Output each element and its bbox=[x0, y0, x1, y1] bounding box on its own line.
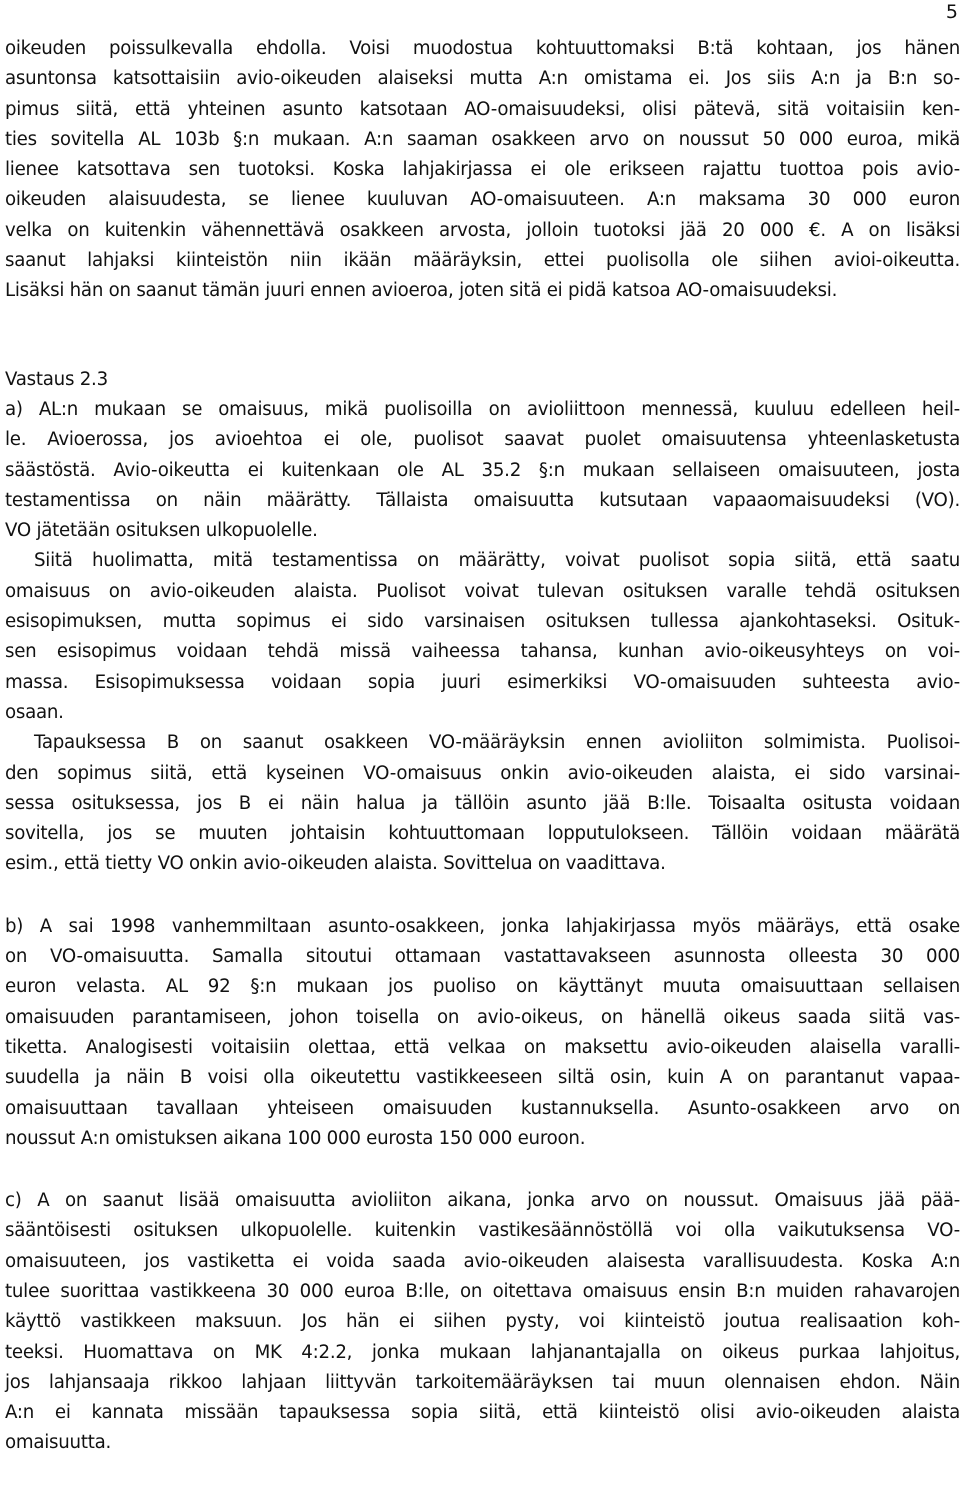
spacer bbox=[5, 880, 960, 912]
text-line: A:n ei kannata missään tapauksessa sopia siitä, että kiinteistö olisi avio-oikeuden alaista bbox=[5, 1402, 960, 1424]
text-line: omaisuuteen, jos vastiketta ei voida saada avio-oikeuden alaisesta varallisuudesta. Koska A:n bbox=[5, 1250, 960, 1272]
text-line: saanut lahjaksi kiinteistön niin ikään määräyksin, ettei puolisolla ole siihen avioi-oikeutta. bbox=[5, 250, 960, 272]
paragraph-b bbox=[5, 912, 960, 1154]
spacer bbox=[5, 307, 960, 365]
text-line: massa. Esisopimuksessa voidaan sopia juuri esimerkiksi VO-omaisuuden suhteesta avio- bbox=[5, 671, 960, 693]
paragraph-a-case bbox=[5, 728, 960, 879]
text-line: noussut A:n omistuksen aikana 100 000 eurosta 150 000 euroon. bbox=[5, 1127, 586, 1149]
text-line: euron velasta. AL 92 §:n mukaan jos puoliso on käyttänyt muuta omaisuuttaan sellaisen bbox=[5, 976, 960, 998]
text-line: ties sovitella AL 103b §:n mukaan. A:n saaman osakkeen arvo on noussut 50 000 euroa, mikä bbox=[5, 128, 960, 150]
text-line: tulee suorittaa vastikkeena 30 000 euroa B:lle, on oitettava omaisuus ensin B:n muiden rahavarojen bbox=[5, 1280, 960, 1302]
text-line: a) AL:n mukaan se omaisuus, mikä puolisoilla on avioliittoon mennessä, kuuluu edelleen heil- bbox=[5, 398, 960, 420]
paragraph-continuation bbox=[5, 34, 960, 307]
paragraph-a bbox=[5, 395, 960, 546]
text-line: esim., että tietty VO onkin avio-oikeuden alaista. Sovittelua on vaadittava. bbox=[5, 853, 666, 875]
text-line: suudella ja näin B voisi olla oikeutettu vastikkeeseen siltä osin, kuin A on parantanut vapaa- bbox=[5, 1067, 960, 1089]
text-line: sovitella, jos se muuten johtaisin kohtuuttomaan lopputulokseen. Tällöin voidaan määrätä bbox=[5, 823, 960, 845]
text-line: asuntonsa katsottaisiin avio-oikeuden alaiseksi mutta A:n omistama ei. Jos siis A:n ja B:n so- bbox=[5, 68, 960, 90]
paragraph-a-cont bbox=[5, 546, 960, 728]
text-line: den sopimus siitä, että kyseinen VO-omaisuus onkin avio-oikeuden alaista, ei sido varsinai- bbox=[5, 762, 960, 784]
text-line: jos lahjansaaja rikkoo lahjaan liittyvän tarkoitemääräyksen tai muun olennaisen ehdon. Näin bbox=[5, 1371, 960, 1393]
document-body bbox=[5, 34, 960, 1459]
text-line: omaisuuden parantamiseen, johon toisella on avio-oikeus, on hänellä oikeus saada siitä vas- bbox=[5, 1006, 960, 1028]
text-line: käyttö vastikkeen maksuun. Jos hän ei siihen pysty, voi kiinteistö joutua realisaation koh- bbox=[5, 1311, 960, 1333]
text-line: säästöstä. Avio-oikeutta ei kuitenkaan ole AL 35.2 §:n mukaan sellaiseen omaisuuteen, josta bbox=[5, 459, 960, 481]
text-line: VO jätetään osituksen ulkopuolelle. bbox=[5, 520, 318, 542]
text-line: esisopimuksen, mutta sopimus ei sido varsinaisen osituksen tullessa ajankohtaseksi. Osituk- bbox=[5, 611, 960, 633]
spacer bbox=[5, 1154, 960, 1186]
section-heading: Vastaus 2.3 bbox=[5, 368, 108, 390]
page-number: 5 bbox=[945, 1, 958, 23]
text-line: tiketta. Analogisesti voitaisiin olettaa, että velkaa on maksettu avio-oikeuden alaisella varalli- bbox=[5, 1036, 960, 1058]
text-line: testamentissa on näin määrätty. Tällaista omaisuutta kutsutaan vapaaomaisuudeksi (VO). bbox=[5, 489, 960, 511]
text-line: le. Avioerossa, jos avioehtoa ei ole, puolisot saavat puolet omaisuutensa yhteenlasketusta bbox=[5, 429, 960, 451]
text-line: omaisuuttaan tavallaan yhteiseen omaisuuden kustannuksella. Asunto-osakkeen arvo on bbox=[5, 1097, 960, 1119]
text-line: lienee katsottava sen tuotoksi. Koska lahjakirjassa ei ole erikseen rajattu tuottoa pois avio- bbox=[5, 159, 960, 181]
paragraph-c bbox=[5, 1186, 960, 1459]
text-line: Lisäksi hän on saanut tämän juuri ennen avioeroa, joten sitä ei pidä katsoa AO-omaisuudeksi. bbox=[5, 280, 838, 302]
text-line: velka on kuitenkin vähennettävä osakkeen arvosta, jolloin tuotoksi jää 20 000 €. A on lisäksi bbox=[5, 219, 960, 241]
text-line: Tapauksessa B on saanut osakkeen VO-määräyksin ennen avioliiton solmimista. Puolisoi- bbox=[34, 732, 960, 754]
text-line: pimus siitä, että yhteinen asunto katsotaan AO-omaisuudeksi, olisi pätevä, sitä voitaisiin ken- bbox=[5, 98, 960, 120]
text-line: Siitä huolimatta, mitä testamentissa on määrätty, voivat puolisot sopia siitä, että saatu bbox=[34, 550, 960, 572]
text-line: sääntöisesti osituksen ulkopuolelle. kuitenkin vastikesäännöstöllä voi olla vaikutuksensa VO- bbox=[5, 1220, 960, 1242]
text-line: sessa osituksessa, jos B ei näin halua ja tällöin asunto jää B:lle. Toisaalta ositusta voidaan bbox=[5, 792, 960, 814]
text-line: oikeuden alaisuudesta, se lienee kuuluvan AO-omaisuuteen. A:n maksama 30 000 euron bbox=[5, 189, 960, 211]
text-line: oikeuden poissulkevalla ehdolla. Voisi muodostua kohtuuttomaksi B:tä kohtaan, jos hänen bbox=[5, 38, 960, 59]
text-line: c) A on saanut lisää omaisuutta avioliiton aikana, jonka arvo on noussut. Omaisuus jää pää- bbox=[5, 1190, 960, 1212]
text-line: omaisuutta. bbox=[5, 1432, 112, 1454]
text-line: osaan. bbox=[5, 701, 64, 723]
text-line: teeksi. Huomattava on MK 4:2.2, jonka mukaan lahjanantajalla on oikeus purkaa lahjoitus, bbox=[5, 1341, 960, 1363]
text-line: omaisuus on avio-oikeuden alaista. Puolisot voivat tulevan osituksen varalle tehdä osituksen bbox=[5, 580, 960, 602]
text-line: sen esisopimus voidaan tehdä missä vaiheessa tahansa, kunhan avio-oikeusyhteys on voi- bbox=[5, 641, 960, 663]
text-line: on VO-omaisuutta. Samalla sitoutui ottamaan vastattavakseen asunnosta olleesta 30 000 bbox=[5, 946, 960, 968]
text-line: b) A sai 1998 vanhemmiltaan asunto-osakkeen, jonka lahjakirjassa myös määräys, että osake bbox=[5, 915, 960, 937]
